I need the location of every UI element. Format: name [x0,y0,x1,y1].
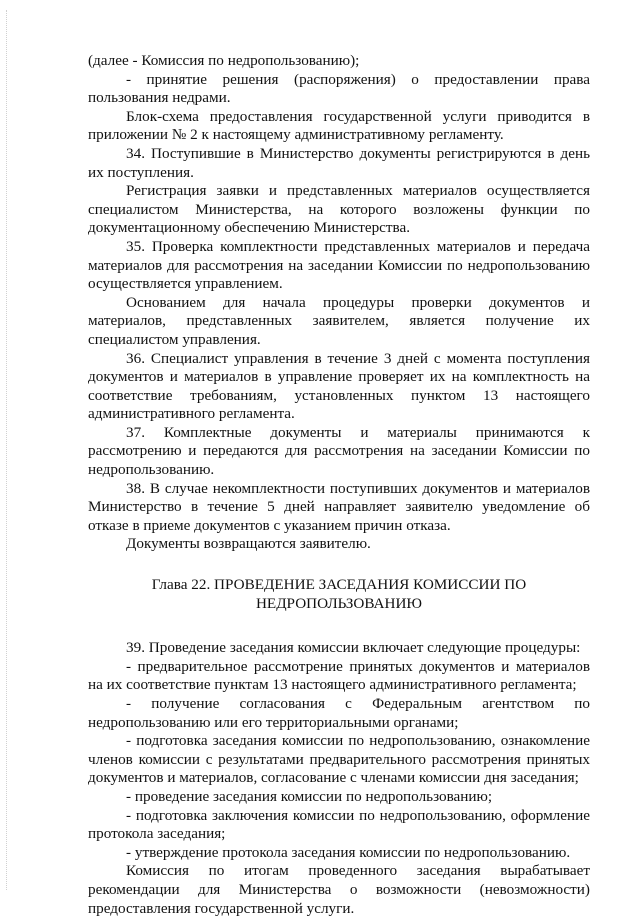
document-body [88,52,590,918]
paragraph: - подготовка заседания комиссии по недропользованию, ознакомление членов комиссии с результатами предварительного рассмотрения принятых документов и материалов, согласование с членами комиссии дня заседания; [88,732,590,787]
scan-edge-line [6,10,8,890]
paragraph: Основанием для начала процедуры проверки документов и материалов, представленных заявителем, является получение их специалистом управления. [88,293,590,348]
paragraph: Блок-схема предоставления государственной услуги приводится в приложении № 2 к настоящему административному регламенту. [88,107,590,144]
paragraph: - утверждение протокола заседания комиссии по недропользованию. [126,843,571,861]
paragraph: 37. Комплектные документы и материалы принимаются к рассмотрению и передаются для рассмотрения на заседании Комиссии по недропользованию. [88,423,590,479]
paragraph: 39. Проведение заседания комиссии включает следующие процедуры: [126,639,581,657]
paragraph: - проведение заседания комиссии по недропользованию; [126,787,493,805]
paragraph: 34. Поступившие в Министерство документы регистрируются в день их поступления. [88,144,590,181]
paragraph: (далее - Комиссия по недропользованию); [88,52,360,69]
paragraph: Регистрация заявки и представленных материалов осуществляется специалистом Министерства, на которого возложены функции по документационному обеспечению Министерства. [88,182,590,237]
paragraph: 36. Специалист управления в течение 3 дней с момента поступления документов и материалов в управление проверяет их на комплектность на соответствие требованиям, установленных пунктом 13 настоящего административного регламента. [88,349,590,423]
chapter-title-line-1: Глава 22. ПРОВЕДЕНИЕ ЗАСЕДАНИЯ КОМИССИИ ПО [151,576,527,594]
paragraphs-before-chapter [88,52,590,554]
paragraph: 38. В случае некомплектности поступивших документов и материалов Министерство в течение 5 дней направляет заявителю уведомление об отказе в приеме документов с указанием причин отказа. [88,479,590,534]
paragraph: - подготовка заключения комиссии по недропользованию, оформление протокола заседания; [88,806,590,843]
chapter-title-line-2: НЕДРОПОЛЬЗОВАНИЮ [255,594,423,612]
chapter-heading [88,576,590,613]
paragraph: 35. Проверка комплектности представленных материалов и передача материалов для рассмотрения на заседании Комиссии по недропользованию осуществляется управлением. [88,237,590,293]
paragraph: - получение согласования с Федеральным агентством по недропользованию или его территориальными органами; [88,695,590,731]
paragraphs-after-chapter [88,639,590,918]
paragraph: - принятие решения (распоряжения) о предоставлении права пользования недрами. [88,70,590,107]
paragraph: Комиссия по итогам проведенного заседания вырабатывает рекомендации для Министерства о возможности (невозможности) предоставления государственной услуги. [88,862,590,917]
paragraph: - предварительное рассмотрение принятых документов и материалов на их соответствие пунктам 13 настоящего административного регламента; [88,657,590,694]
paragraph: Документы возвращаются заявителю. [126,535,371,553]
